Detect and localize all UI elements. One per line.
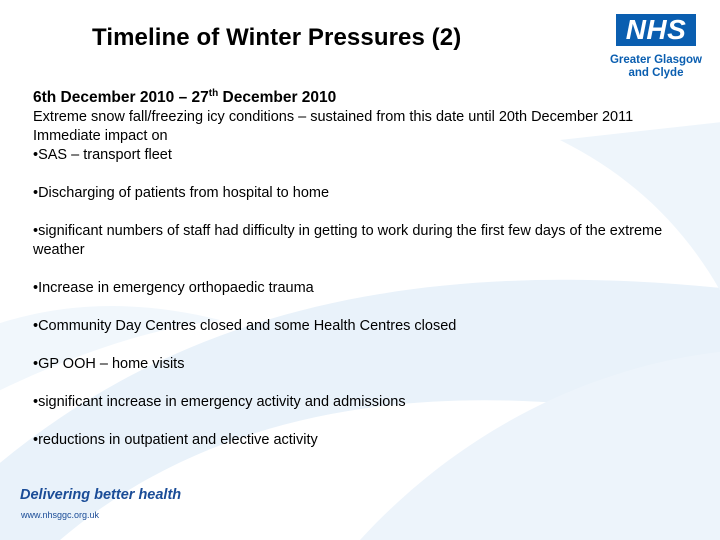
nhs-org-line1: Greater Glasgow (609, 54, 703, 66)
slide-title: Timeline of Winter Pressures (2) (92, 24, 462, 51)
bullet-item: •Discharging of patients from hospital to home (33, 185, 330, 201)
bullet-item: •significant numbers of staff had difficulty in getting to work during the first few days of the extreme weather (33, 223, 663, 258)
footer-tagline: Delivering better health (20, 487, 182, 503)
date-range-end: December 2010 (218, 89, 337, 106)
slide-body (33, 88, 683, 450)
nhs-logo (604, 14, 708, 86)
bullet-item: •Community Day Centres closed and some Health Centres closed (33, 318, 457, 334)
impact-label: Immediate impact on (33, 128, 168, 144)
bullet-item: •GP OOH – home visits (33, 356, 185, 372)
nhs-mark: NHS (616, 14, 696, 46)
bullet-item: •SAS – transport fleet (33, 147, 172, 163)
date-range-heading (33, 88, 683, 108)
bullet-item: •reductions in outpatient and elective activity (33, 432, 318, 448)
date-ordinal-suffix: th (208, 87, 219, 99)
bullet-item: •significant increase in emergency activity and admissions (33, 394, 406, 410)
bullet-item: •Increase in emergency orthopaedic trauma (33, 280, 314, 296)
footer-url: www.nhsggc.org.uk (21, 510, 100, 520)
nhs-org-line2: and Clyde (628, 67, 684, 79)
nhs-org-name (604, 54, 708, 80)
date-range-start: 6th December 2010 – 27 (33, 89, 209, 106)
intro-text: Extreme snow fall/freezing icy conditions – sustained from this date until 20th December 2011 (33, 109, 634, 125)
